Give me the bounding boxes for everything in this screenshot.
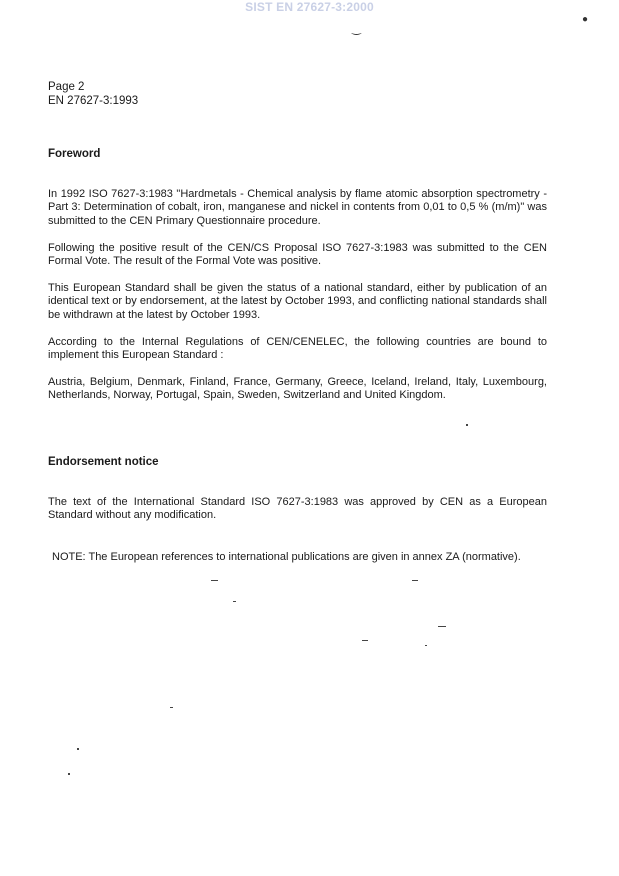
- watermark: SIST EN 27627-3:2000: [245, 0, 374, 14]
- foreword-heading: Foreword: [48, 148, 101, 160]
- scan-speck: [68, 773, 70, 775]
- annex-note: NOTE: The European references to international publications are given in annex ZA (normative).: [52, 551, 521, 563]
- scan-speck: [412, 580, 418, 581]
- scan-mark: ●: [582, 14, 589, 25]
- endorsement-text: The text of the International Standard ISO 7627-3:1983 was approved by CEN as a European Standard without any modification.: [48, 496, 547, 522]
- scan-speck: [233, 601, 236, 602]
- foreword-paragraph: In 1992 ISO 7627-3:1983 "Hardmetals - Chemical analysis by flame atomic absorption spectrometry - Part 3: Determination of cobalt, iron, manganese and nickel in contents from 0,01 to 0,5 % (m/m)" was submitted to the CEN Primary Questionnaire procedure.: [48, 188, 547, 227]
- scan-speck: [466, 424, 468, 426]
- endorsement-heading: Endorsement notice: [48, 456, 159, 468]
- foreword-paragraph: According to the Internal Regulations of CEN/CENELEC, the following countries are bound to implement this European Standard :: [48, 336, 547, 362]
- scan-speck: [170, 707, 173, 708]
- page-header: [48, 80, 138, 108]
- page-number: Page 2: [48, 81, 85, 93]
- scan-speck: [362, 640, 368, 641]
- foreword-paragraph: Following the positive result of the CEN/CS Proposal ISO 7627-3:1983 was submitted to the CEN Formal Vote. The result of the Formal Vote was positive.: [48, 242, 547, 268]
- scan-speck: [211, 580, 218, 581]
- scan-speck: [425, 645, 427, 646]
- document-id: EN 27627-3:1993: [48, 95, 139, 107]
- scan-speck: [77, 748, 79, 750]
- scan-mark: ‿: [352, 23, 361, 35]
- scan-speck: [438, 626, 446, 627]
- country-list: Austria, Belgium, Denmark, Finland, France, Germany, Greece, Iceland, Ireland, Italy, Luxembourg, Netherlands, Norway, Portugal, Spain, Sweden, Switzerland and United Kingdom.: [48, 376, 547, 402]
- foreword-paragraph: This European Standard shall be given the status of a national standard, either by publication of an identical text or by endorsement, at the latest by October 1993, and conflicting national standards shall be withdrawn at the latest by October 1993.: [48, 282, 547, 321]
